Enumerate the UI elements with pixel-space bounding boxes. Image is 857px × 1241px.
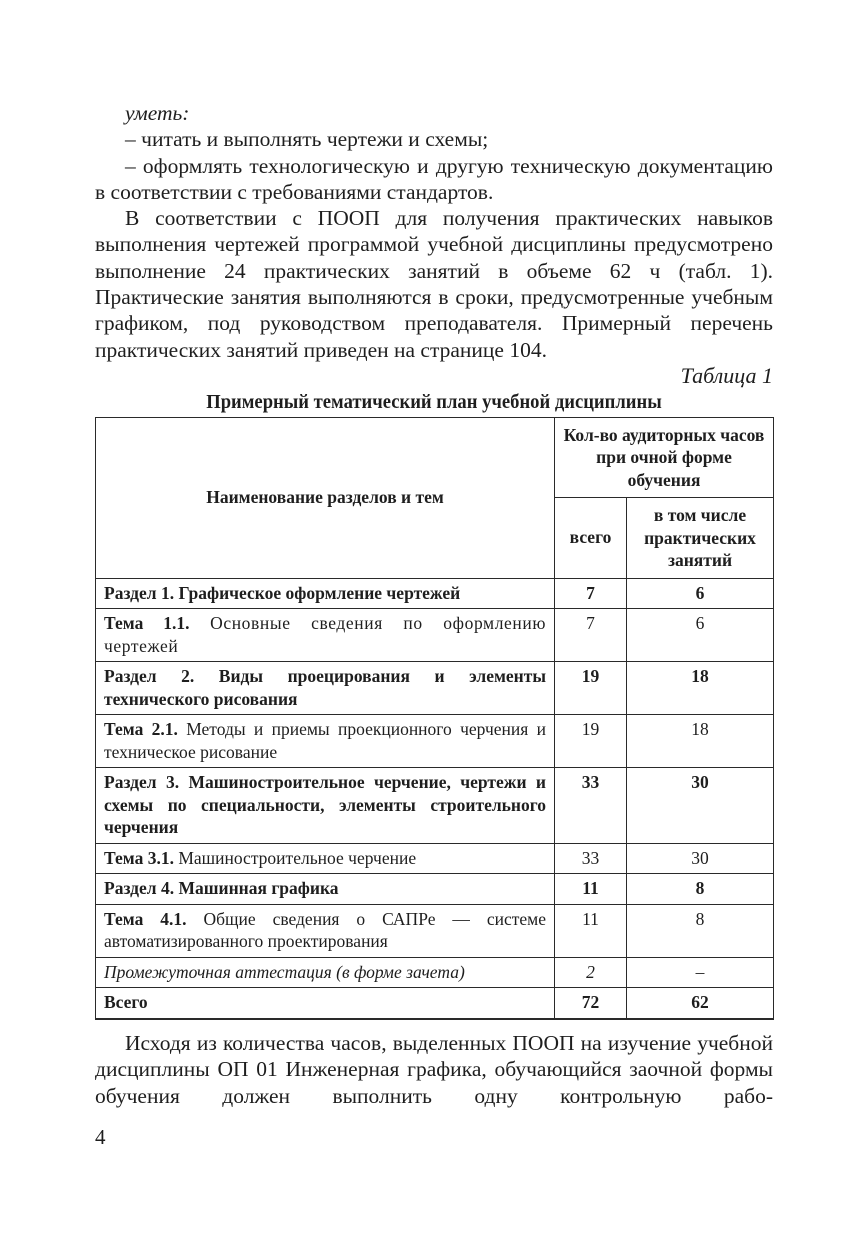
- topic-label: Тема 2.1.: [104, 719, 178, 740]
- table-number: Таблица 1: [680, 362, 773, 388]
- table-row: [96, 904, 774, 957]
- bullet-item: – читать и выполнять чертежи и схемы;: [125, 127, 489, 152]
- row-total: 7: [555, 609, 627, 662]
- topic-label: Тема 1.1.: [104, 613, 190, 634]
- bullet-item: – оформлять технологическую и другую техническую документацию в соответствии с требованиями стандартов.: [95, 153, 773, 204]
- topic-text: Основные сведения по оформлению чертежей: [104, 613, 547, 656]
- table-row: [96, 843, 774, 874]
- row-practical: 8: [627, 904, 774, 957]
- row-practical: 8: [627, 874, 774, 905]
- row-practical: 30: [627, 768, 774, 844]
- row-total: 11: [555, 904, 627, 957]
- row-practical: 30: [627, 843, 774, 874]
- header-name: Наименование разделов и тем: [96, 417, 555, 578]
- row-total: 19: [555, 715, 627, 768]
- topic-label: Тема 4.1.: [104, 908, 187, 929]
- header-hours-group: Кол-во аудиторных часов при очной форме обучения: [555, 417, 774, 498]
- row-label: [96, 904, 555, 957]
- row-total: 33: [555, 768, 627, 844]
- page-content: [95, 100, 773, 1109]
- table-row: [96, 988, 774, 1019]
- row-practical: 18: [627, 662, 774, 715]
- table-row: [96, 768, 774, 844]
- table-row: [96, 578, 774, 609]
- row-practical: 6: [627, 578, 774, 609]
- row-label: [96, 609, 555, 662]
- table-row: [96, 715, 774, 768]
- row-total: 2: [555, 957, 627, 988]
- topic-text: Машиностроительное черчение: [173, 847, 417, 868]
- row-label: Раздел 3. Машиностроительное черчение, чертежи и схемы по специальности, элементы строительного черчения: [96, 768, 555, 844]
- row-total: 33: [555, 843, 627, 874]
- row-label: Раздел 1. Графическое оформление чертежей: [96, 578, 555, 609]
- header-practical: в том числе практических занятий: [627, 498, 774, 579]
- body-paragraph: Исходя из количества часов, выделенных ПООП на изучение учебной дисциплины ОП 01 Инженерная графика, обучающийся заочной формы обучения должен выполнить одну контрольную рабо-: [95, 1030, 773, 1108]
- row-practical: 62: [627, 988, 774, 1019]
- row-total: 11: [555, 874, 627, 905]
- table-row: [96, 874, 774, 905]
- body-paragraph: В соответствии с ПООП для получения практических навыков выполнения чертежей программой учебной дисциплины предусмотрено выполнение 24 практических занятий в объеме 62 ч (табл. 1). Практические занятия выполняются в сроки, предусмотренные учебным графиком, под руководством преподавателя. Примерный перечень практических занятий приведен на странице 104.: [95, 206, 773, 362]
- skills-label: уметь:: [125, 101, 190, 125]
- thematic-plan-table: [95, 417, 774, 1020]
- row-label: Раздел 4. Машинная графика: [96, 874, 555, 905]
- row-practical: –: [627, 957, 774, 988]
- row-label: [96, 843, 555, 874]
- topic-text: Общие сведения о САПРе — системе автоматизированного проектирования: [104, 908, 547, 952]
- table-row: [96, 662, 774, 715]
- row-label: Раздел 2. Виды проецирования и элементы технического рисования: [96, 662, 555, 715]
- table-row: [96, 957, 774, 988]
- row-practical: 6: [627, 609, 774, 662]
- row-label: [96, 715, 555, 768]
- row-total: 19: [555, 662, 627, 715]
- table-row: [96, 609, 774, 662]
- header-total: всего: [555, 498, 627, 579]
- row-practical: 18: [627, 715, 774, 768]
- row-total: 72: [555, 988, 627, 1019]
- page-number: 4: [95, 1125, 106, 1149]
- row-label: Всего: [96, 988, 555, 1019]
- topic-text: Методы и приемы проекционного черчения и техническое рисование: [104, 719, 547, 762]
- row-label: Промежуточная аттестация (в форме зачета): [96, 957, 555, 988]
- topic-label: Тема 3.1.: [104, 847, 174, 868]
- table-title: Примерный тематический план учебной дисциплины: [206, 390, 662, 413]
- row-total: 7: [555, 578, 627, 609]
